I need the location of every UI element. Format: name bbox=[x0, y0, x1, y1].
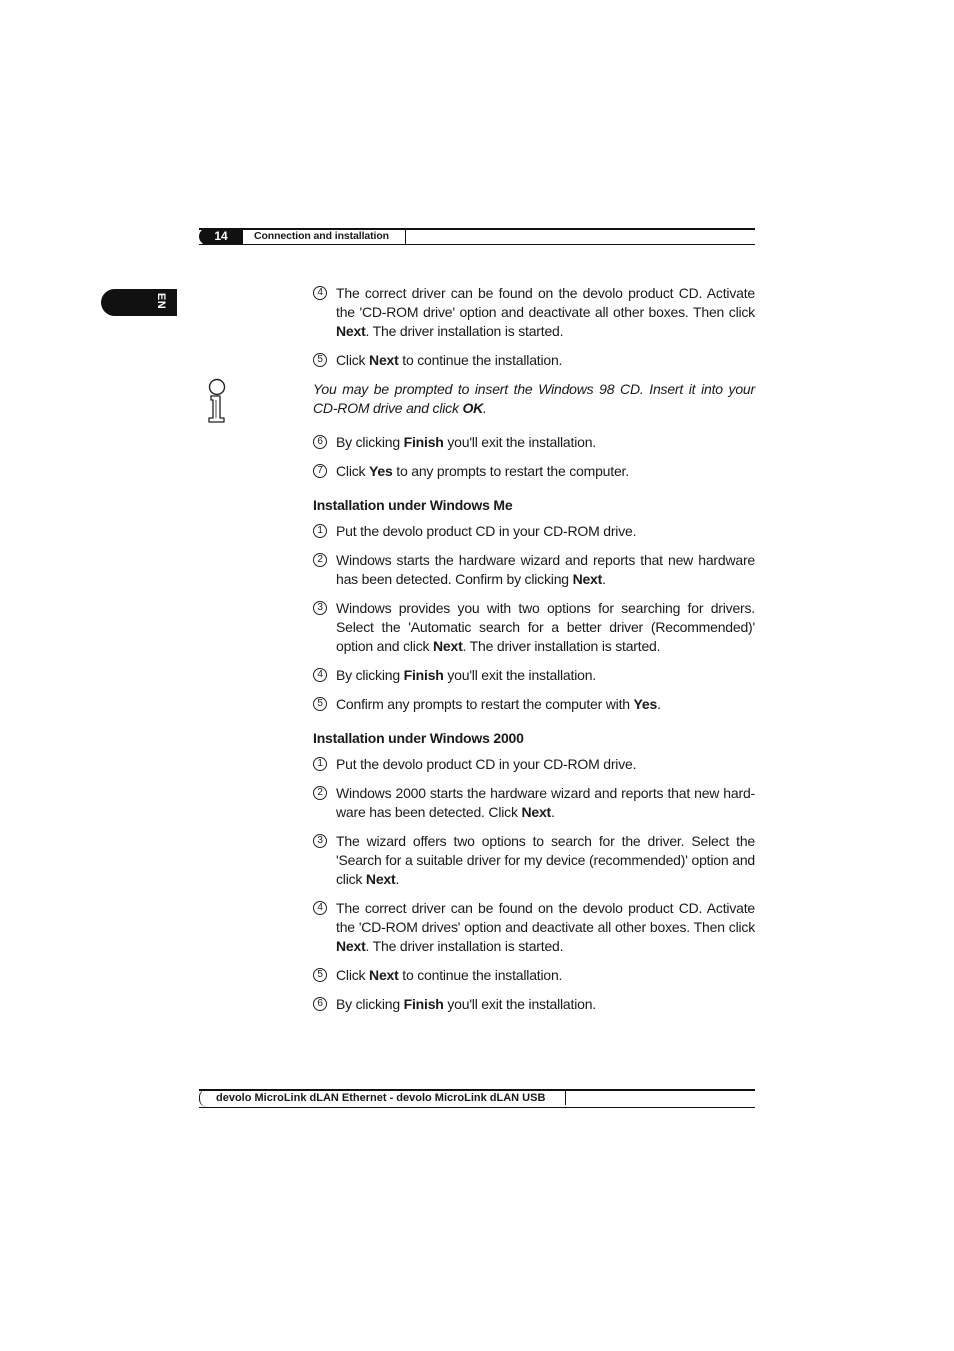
text-run: Confirm any prompts to restart the computer with bbox=[336, 696, 634, 712]
step-number-badge: 3 bbox=[313, 601, 327, 615]
step-number-badge: 5 bbox=[313, 968, 327, 982]
step-number-badge: 6 bbox=[313, 435, 327, 449]
page-footer bbox=[199, 1089, 755, 1109]
text-run: to continue the installation. bbox=[398, 967, 563, 983]
text-run: Windows provides you with two options for searching for drivers. Select the 'Automatic search for a better driver (Recommended)' option and click bbox=[336, 600, 755, 654]
text-run: Put the devolo product CD in your CD-ROM drive. bbox=[336, 523, 637, 539]
text-run: The correct driver can be found on the devolo product CD. Activate the 'CD-ROM drives' option and deactivate all other boxes. Then click bbox=[336, 900, 755, 935]
text-run: Click bbox=[336, 463, 370, 479]
step-number-badge: 1 bbox=[313, 524, 327, 538]
text-run: Windows starts the hardware wizard and reports that new hardware has been detected. Confirm by clicking bbox=[336, 552, 755, 587]
bold-term: Next bbox=[369, 352, 399, 368]
step-number-badge: 4 bbox=[313, 286, 327, 300]
text-run: . The driver installation is started. bbox=[462, 638, 661, 654]
footer-bracket bbox=[199, 1089, 208, 1107]
bold-term: Finish bbox=[403, 667, 444, 683]
list-item bbox=[313, 755, 755, 774]
text-run: Windows 2000 starts the hardware wizard and reports that new hard-ware has been detected. Click bbox=[336, 785, 755, 820]
text-run: . bbox=[483, 400, 487, 416]
step-number-badge: 6 bbox=[313, 997, 327, 1011]
bold-term: Finish bbox=[403, 996, 444, 1012]
list-item bbox=[313, 966, 755, 985]
after-note-steps bbox=[313, 433, 755, 481]
list-item bbox=[313, 695, 755, 714]
language-label: EN bbox=[154, 292, 167, 310]
bold-term: Yes bbox=[369, 463, 393, 479]
bold-term: Yes bbox=[633, 696, 658, 712]
footer-product-name: devolo MicroLink dLAN Ethernet - devolo MicroLink dLAN USB bbox=[216, 1092, 546, 1104]
text-run: to continue the installation. bbox=[398, 352, 563, 368]
text-run: . bbox=[602, 571, 606, 587]
footer-bottom-rule bbox=[199, 1107, 755, 1108]
top-steps bbox=[313, 284, 755, 370]
bold-term: Next bbox=[336, 323, 366, 339]
list-item bbox=[313, 599, 755, 656]
list-item bbox=[313, 284, 755, 341]
text-run: . The driver installation is started. bbox=[365, 938, 564, 954]
bold-term: Next bbox=[572, 571, 603, 587]
text-run: By clicking bbox=[336, 434, 404, 450]
text-run: The wizard offers two options to search for the driver. Select the 'Search for a suitable driver for my device (recommended)' option and click bbox=[336, 833, 755, 887]
text-run: By clicking bbox=[336, 667, 404, 683]
list-item bbox=[313, 666, 755, 685]
language-tab bbox=[101, 289, 177, 316]
info-note bbox=[313, 380, 755, 418]
bold-term: Next bbox=[336, 938, 366, 954]
footer-divider bbox=[565, 1090, 566, 1105]
text-run: you'll exit the installation. bbox=[443, 667, 596, 683]
step-number-badge: 2 bbox=[313, 553, 327, 567]
list-item bbox=[313, 522, 755, 541]
text-run: Click bbox=[336, 967, 370, 983]
heading-windows-me: Installation under Windows Me bbox=[313, 497, 513, 513]
page-header bbox=[199, 228, 755, 246]
info-icon bbox=[203, 378, 231, 424]
list-item bbox=[313, 351, 755, 370]
list-item bbox=[313, 899, 755, 956]
list-item bbox=[313, 832, 755, 889]
windows-me-steps bbox=[313, 522, 755, 714]
text-run: By clicking bbox=[336, 996, 404, 1012]
text-run: . bbox=[657, 696, 661, 712]
section-title: Connection and installation bbox=[254, 230, 389, 242]
text-run: you'll exit the installation. bbox=[443, 996, 596, 1012]
text-run: . bbox=[395, 871, 400, 887]
text-run: Click bbox=[336, 352, 370, 368]
bold-term: Next bbox=[369, 967, 399, 983]
text-run: The correct driver can be found on the devolo product CD. Activate the 'CD-ROM drive' option and deactivate all other boxes. Then click bbox=[336, 285, 755, 320]
step-number-badge: 7 bbox=[313, 464, 327, 478]
list-item bbox=[313, 995, 755, 1014]
step-number-badge: 1 bbox=[313, 757, 327, 771]
text-run: . The driver installation is started. bbox=[365, 323, 564, 339]
bold-term: Finish bbox=[403, 434, 444, 450]
step-number-badge: 2 bbox=[313, 786, 327, 800]
step-number-badge: 4 bbox=[313, 668, 327, 682]
text-run: You may be prompted to insert the Windows 98 CD. Insert it into your CD-ROM drive and click bbox=[313, 381, 755, 416]
text-run: you'll exit the installation. bbox=[443, 434, 596, 450]
step-number-badge: 4 bbox=[313, 901, 327, 915]
list-item bbox=[313, 551, 755, 589]
page-number: 14 bbox=[199, 228, 243, 245]
heading-windows-2000: Installation under Windows 2000 bbox=[313, 730, 524, 746]
bold-term: Next bbox=[521, 804, 551, 820]
step-number-badge: 5 bbox=[313, 353, 327, 367]
header-divider bbox=[405, 229, 406, 245]
text-run: Put the devolo product CD in your CD-ROM drive. bbox=[336, 756, 637, 772]
text-run: . bbox=[551, 804, 555, 820]
step-number-badge: 5 bbox=[313, 697, 327, 711]
list-item bbox=[313, 433, 755, 452]
bold-term: Next bbox=[365, 871, 396, 887]
bold-term: Next bbox=[433, 638, 463, 654]
windows-2000-steps bbox=[313, 755, 755, 1014]
list-item bbox=[313, 784, 755, 822]
bold-term: OK bbox=[462, 400, 484, 416]
main-content bbox=[313, 284, 755, 1024]
list-item bbox=[313, 462, 755, 481]
step-number-badge: 3 bbox=[313, 834, 327, 848]
text-run: to any prompts to restart the computer. bbox=[392, 463, 629, 479]
